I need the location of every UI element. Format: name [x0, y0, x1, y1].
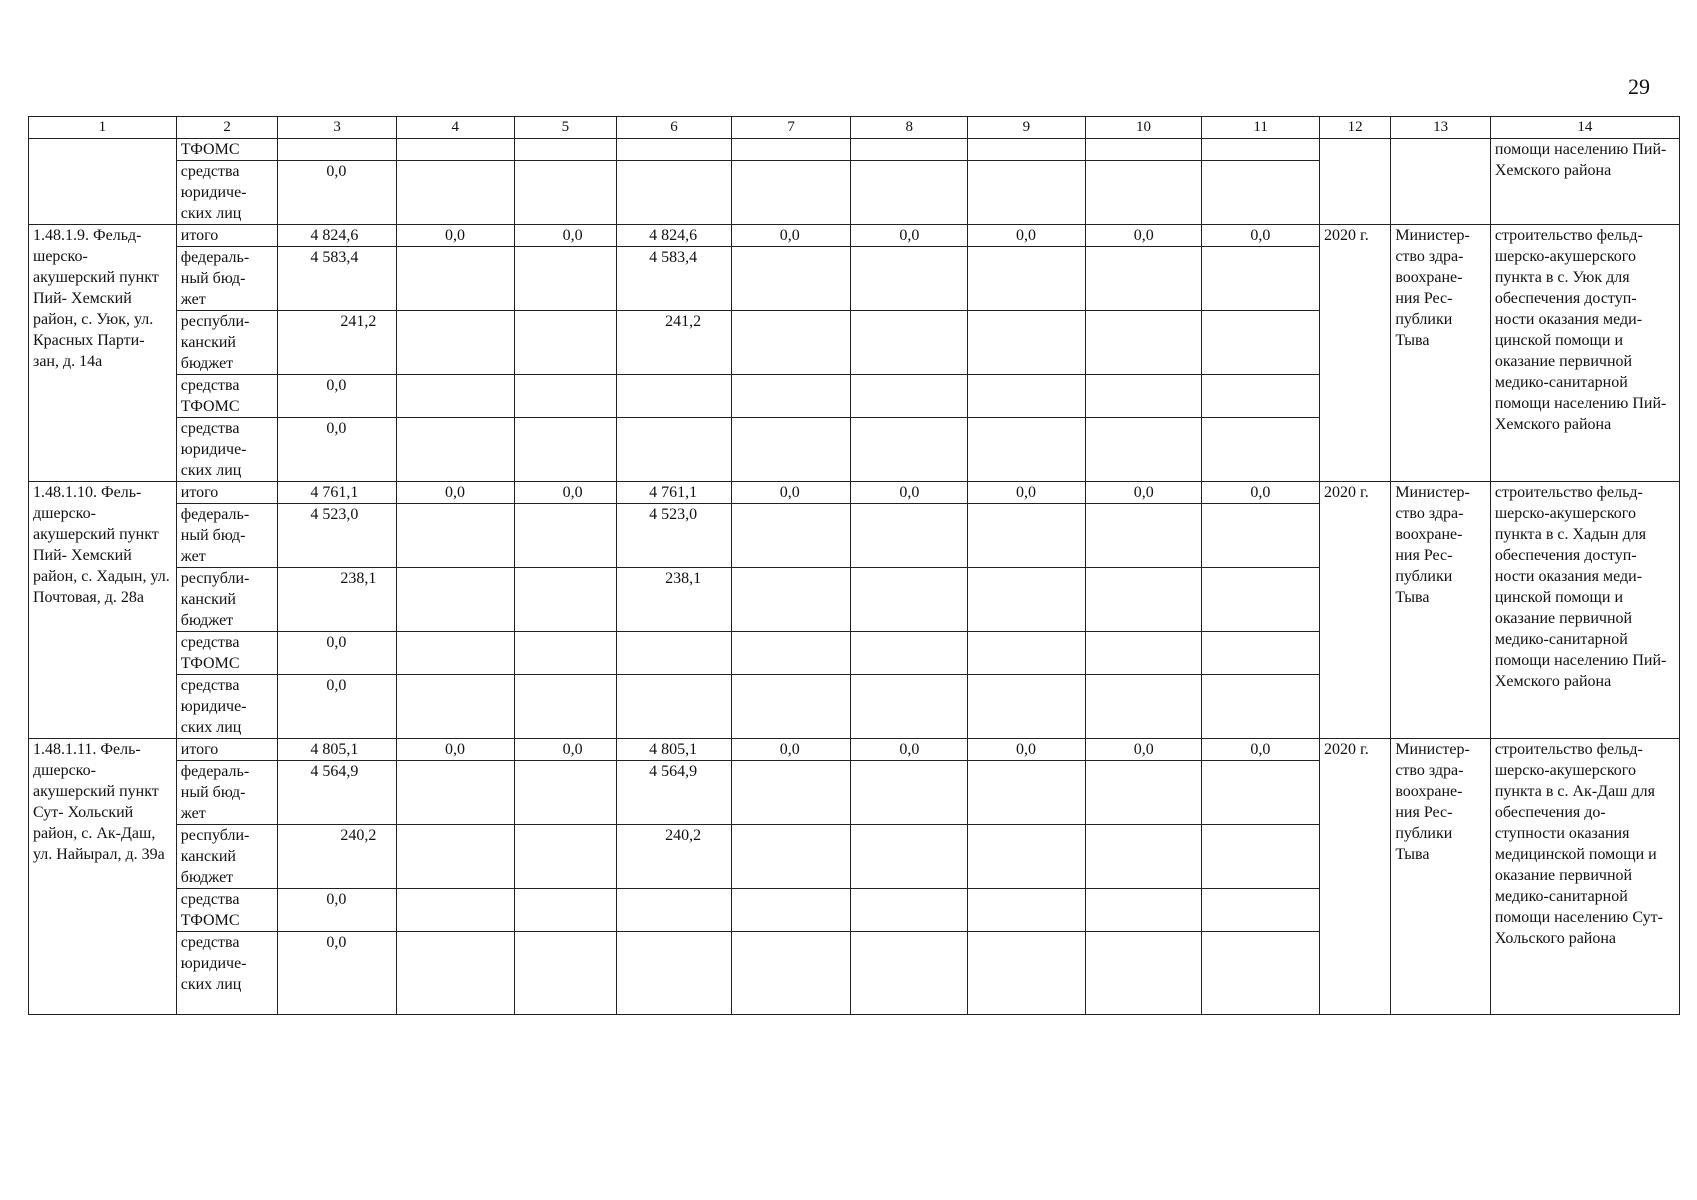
- executor-cell: Министер- ство здра- воохране- ния Рес- публики Тыва: [1391, 482, 1491, 739]
- total-value: 0,0: [1085, 482, 1202, 504]
- total-value: 4 824,6: [278, 225, 397, 247]
- federal-value-col6: 4 523,0: [617, 504, 732, 568]
- carryover-object-cell: [29, 139, 177, 225]
- table-row-total: [29, 225, 1680, 247]
- republic-label: республи- канский бюджет: [176, 568, 278, 632]
- total-value: 0,0: [731, 225, 851, 247]
- column-header: 11: [1202, 117, 1320, 139]
- carryover-tfoms-label: ТФОМС: [176, 139, 278, 161]
- tfoms-value: 0,0: [278, 889, 397, 932]
- total-value: 0,0: [514, 739, 617, 761]
- republic-value-col6: 238,1: [617, 568, 732, 632]
- column-header: 10: [1085, 117, 1202, 139]
- object-cell: 1.48.1.10. Фель- дшерско- акушерский пункт Пий- Хемский район, с. Хадын, ул. Почтовая, д. 28а: [29, 482, 177, 739]
- total-value: 0,0: [851, 739, 968, 761]
- column-header: 7: [731, 117, 851, 139]
- column-header: 9: [968, 117, 1086, 139]
- total-value: 0,0: [514, 225, 617, 247]
- total-value: 0,0: [514, 482, 617, 504]
- republic-value: 238,1: [278, 568, 397, 632]
- total-value: 0,0: [396, 225, 514, 247]
- total-value: 0,0: [968, 739, 1086, 761]
- total-value: 0,0: [1202, 482, 1320, 504]
- table-row-total: [29, 739, 1680, 761]
- executor-cell: Министер- ство здра- воохране- ния Рес- публики Тыва: [1391, 739, 1491, 1015]
- tfoms-label: средства ТФОМС: [176, 889, 278, 932]
- legal-label: средства юридиче- ских лиц: [176, 675, 278, 739]
- total-label: итого: [176, 225, 278, 247]
- legal-label: средства юридиче- ских лиц: [176, 932, 278, 1015]
- tfoms-label: средства ТФОМС: [176, 375, 278, 418]
- column-header: 3: [278, 117, 397, 139]
- header-row: [29, 117, 1680, 139]
- total-value: 4 805,1: [278, 739, 397, 761]
- total-value: 4 824,6: [617, 225, 732, 247]
- federal-value: 4 523,0: [278, 504, 397, 568]
- carryover-legal-value: 0,0: [278, 161, 397, 225]
- republic-value: 241,2: [278, 311, 397, 375]
- description-cell: строительство фельд- шерско-акушерского пункта в с. Хадын для обеспечения доступ- ности оказания меди- цинской помощи и оказание первичной медико-санитарной помощи населению Пий-Хемского района: [1490, 482, 1679, 739]
- republic-value-col6: 240,2: [617, 825, 732, 889]
- republic-label: республи- канский бюджет: [176, 311, 278, 375]
- column-header: 6: [617, 117, 732, 139]
- legal-label: средства юридиче- ских лиц: [176, 418, 278, 482]
- column-header: 12: [1319, 117, 1390, 139]
- republic-value-col6: 241,2: [617, 311, 732, 375]
- total-label: итого: [176, 482, 278, 504]
- total-value: 0,0: [1085, 225, 1202, 247]
- year-cell: 2020 г.: [1319, 482, 1390, 739]
- tfoms-value: 0,0: [278, 632, 397, 675]
- tfoms-value: 0,0: [278, 375, 397, 418]
- federal-label: федераль- ный бюд- жет: [176, 504, 278, 568]
- description-cell: строительство фельд- шерско-акушерского пункта в с. Ак-Даш для обеспечения до- ступности оказания медицинской помощи и оказание первичной медико-санитарной помощи населению Сут-Хольского района: [1490, 739, 1679, 1015]
- federal-label: федераль- ный бюд- жет: [176, 247, 278, 311]
- total-value: 0,0: [968, 225, 1086, 247]
- column-header: 1: [29, 117, 177, 139]
- total-value: 4 761,1: [278, 482, 397, 504]
- column-header: 5: [514, 117, 617, 139]
- republic-label: республи- канский бюджет: [176, 825, 278, 889]
- page-number: 29: [1628, 74, 1650, 99]
- federal-value-col6: 4 564,9: [617, 761, 732, 825]
- total-value: 0,0: [731, 482, 851, 504]
- carryover-legal-label: средства юридиче- ских лиц: [176, 161, 278, 225]
- total-value: 0,0: [1202, 225, 1320, 247]
- carryover-description: помощи населению Пий-Хемского района: [1490, 139, 1679, 225]
- column-header: 8: [851, 117, 968, 139]
- executor-cell: Министер- ство здра- воохране- ния Рес- публики Тыва: [1391, 225, 1491, 482]
- federal-label: федераль- ный бюд- жет: [176, 761, 278, 825]
- total-value: 0,0: [968, 482, 1086, 504]
- total-value: 4 761,1: [617, 482, 732, 504]
- tfoms-label: средства ТФОМС: [176, 632, 278, 675]
- year-cell: 2020 г.: [1319, 739, 1390, 1015]
- description-cell: строительство фельд- шерско-акушерского пункта в с. Уюк для обеспечения доступ- ности оказания меди- цинской помощи и оказание первичной медико-санитарной помощи населению Пий-Хемского района: [1490, 225, 1679, 482]
- column-header: 14: [1490, 117, 1679, 139]
- column-header: 4: [396, 117, 514, 139]
- total-value: 0,0: [851, 225, 968, 247]
- column-header: 2: [176, 117, 278, 139]
- total-value: 0,0: [1085, 739, 1202, 761]
- legal-value: 0,0: [278, 418, 397, 482]
- total-value: 0,0: [1202, 739, 1320, 761]
- federal-value: 4 583,4: [278, 247, 397, 311]
- object-cell: 1.48.1.9. Фельд- шерско- акушерский пункт Пий- Хемский район, с. Уюк, ул. Красных Парти- зан, д. 14а: [29, 225, 177, 482]
- column-header: 13: [1391, 117, 1491, 139]
- federal-value: 4 564,9: [278, 761, 397, 825]
- republic-value: 240,2: [278, 825, 397, 889]
- total-value: 0,0: [731, 739, 851, 761]
- carryover-row-tfoms: [29, 139, 1680, 161]
- budget-table: [28, 116, 1680, 1015]
- federal-value-col6: 4 583,4: [617, 247, 732, 311]
- legal-value: 0,0: [278, 675, 397, 739]
- total-value: 0,0: [396, 739, 514, 761]
- legal-value: 0,0: [278, 932, 397, 1015]
- total-value: 4 805,1: [617, 739, 732, 761]
- table-row-total: [29, 482, 1680, 504]
- total-value: 0,0: [396, 482, 514, 504]
- year-cell: 2020 г.: [1319, 225, 1390, 482]
- object-cell: 1.48.1.11. Фель- дшерско- акушерский пункт Сут- Хольский район, с. Ак-Даш, ул. Найырал, д. 39а: [29, 739, 177, 1015]
- total-value: 0,0: [851, 482, 968, 504]
- total-label: итого: [176, 739, 278, 761]
